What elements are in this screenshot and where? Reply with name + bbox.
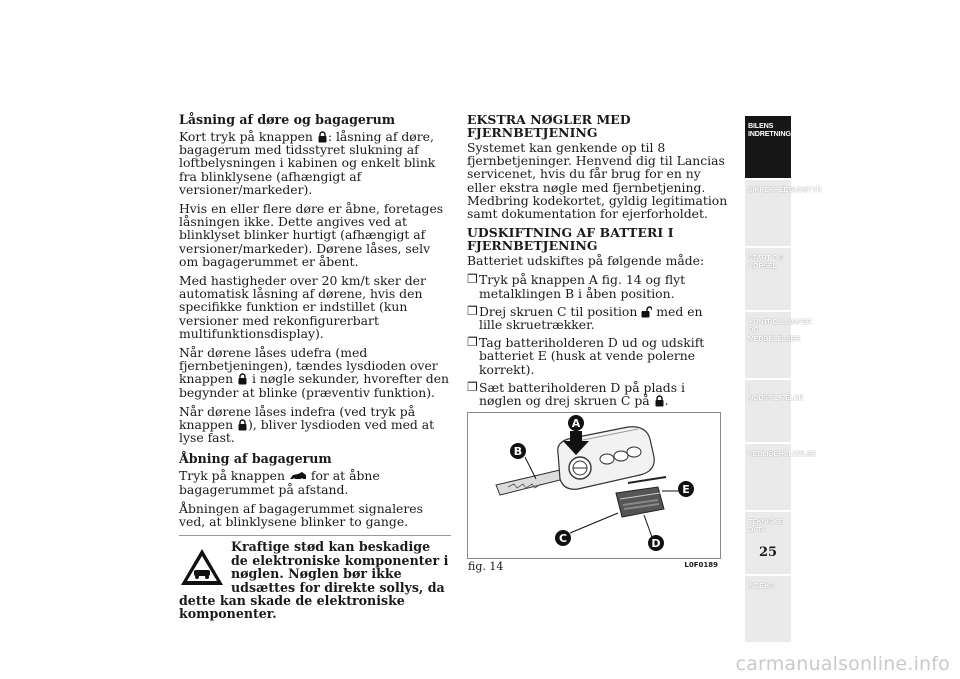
paragraph-auto-lock: Med hastigheder over 20 km/t sker der automatisk låsning af dørene, hvis den specifikke funktion er indstillet (kun versioner med rekonfigurerbart multifunktionsdisplay). xyxy=(179,273,426,341)
figure-key-battery xyxy=(467,412,721,574)
list-item xyxy=(467,273,729,299)
tab-indeks[interactable]: INDEKS xyxy=(745,576,791,642)
paragraph-led-inside xyxy=(179,405,451,445)
paragraph-trunk-button xyxy=(179,469,451,495)
tab-start-og-korsel[interactable]: START OG KØRSEL xyxy=(745,248,791,310)
list-item-text: Sæt batteriholderen D på plads i nøglen og drej skruen C på xyxy=(479,379,685,409)
warning-text: Kraftige stød kan beskadige de elektroniske komponenter i nøglen. Nøglen bør ikke udsættes for direkte sollys, da dette kan skade de elektroniske komponenter. xyxy=(179,539,449,622)
bullet-box-icon: ❐ xyxy=(467,303,478,318)
text-fragment: Tryk på knappen xyxy=(179,468,285,484)
bullet-box-icon: ❐ xyxy=(467,379,478,394)
heading-door-locking: Låsning af døre og bagagerum xyxy=(179,112,396,127)
warning-box xyxy=(179,540,451,620)
padlock-closed-icon xyxy=(237,373,248,385)
tab-sikkerhedsudstyr[interactable]: SIKKERHEDSUDSTYR xyxy=(745,180,791,246)
padlock-closed-icon xyxy=(237,419,248,431)
paragraph-extra-keys: Systemet kan genkende op til 8 fjernbetjeninger. Henvend dig til Lancias servicenet, hvis du får brug for en ny eller ekstra nøgle med fjernbetjening. Medbring kodekortet, gyldig legitimation samt dokumentation for ejerforholdet. xyxy=(467,140,728,222)
text-fragment: i nøgle sekunder, hvorefter den begynder at blinke (præventiv funktion). xyxy=(179,371,450,400)
text-fragment: for at åbne bagagerummet på afstand. xyxy=(179,468,380,497)
tab-i-nodstilfaelde[interactable]: I NØDSTILFÆLDE xyxy=(745,380,791,442)
text-fragment: Når dørene låses indefra (ved tryk på knappen xyxy=(179,403,416,433)
paragraph-doors-open: Hvis en eller flere døre er åbne, foretages låsningen ikke. Dette angives ved at blinklyset blinker hurtigt (afhængigt af versioner/markeder). Dørene låses, selv om bagagerummet er åbent. xyxy=(179,201,444,269)
left-column xyxy=(179,113,451,621)
text-fragment: Når dørene låses udefra (med fjernbetjeningen), tændes lysdioden over knappen xyxy=(179,345,438,387)
padlock-open-icon xyxy=(641,306,652,318)
figure-caption: fig. 14 xyxy=(468,560,504,574)
label-A: A xyxy=(571,417,581,431)
heading-extra-keys: EKSTRA NØGLER MED FJERNBETJENING xyxy=(467,112,631,140)
padlock-closed-icon xyxy=(317,131,328,143)
list-item-text: . xyxy=(664,393,669,409)
text-fragment: : låsning af døre, bagagerum med tidsstyret slukning af loftbelysningen i kabinen og enkelt blink fra blinklysene (afhængigt af versioner/markeder). xyxy=(179,129,436,197)
list-item xyxy=(467,381,729,407)
list-item-text: med en lille skruetrækker. xyxy=(479,303,703,333)
text-fragment: Kort tryk på knappen xyxy=(179,129,313,144)
list-item xyxy=(467,305,729,331)
divider xyxy=(179,535,451,536)
figure-code: L0F0189 xyxy=(684,561,718,570)
chapter-sidebar xyxy=(745,116,822,644)
paragraph-trunk-signal: Åbningen af bagagerummet signaleres ved, at blinklysene blinker to gange. xyxy=(179,500,423,530)
heading-battery-replacement: UDSKIFTNING AF BATTERI I FJERNBETJENING xyxy=(467,225,674,254)
list-item-text: Tryk på knappen A fig. 14 og flyt metalklingen B i åben position. xyxy=(479,272,686,301)
tab-tekniske-data[interactable]: TEKNISKE DATA xyxy=(745,512,791,574)
paragraph-battery-intro: Batteriet udskiftes på følgende måde: xyxy=(467,253,705,269)
tab-kontrollamper[interactable]: KONTROLLAMPER OG MEDDELELSER xyxy=(745,312,791,378)
list-item xyxy=(467,336,729,376)
label-B: B xyxy=(513,445,523,459)
bullet-box-icon: ❐ xyxy=(467,335,478,350)
label-D: D xyxy=(651,537,661,551)
car-trunk-icon xyxy=(289,471,307,481)
right-column xyxy=(467,112,729,574)
tab-bilens-indretning[interactable]: BILENS INDRETNING xyxy=(745,116,791,178)
heading-trunk-opening: Åbning af bagagerum xyxy=(179,451,332,467)
warning-triangle-icon xyxy=(179,546,225,588)
key-illustration xyxy=(468,413,720,558)
tab-vedligeholdelse[interactable]: VEDLIGEHOLDELSE xyxy=(745,444,791,510)
paragraph-led-outside xyxy=(179,346,451,399)
watermark: carmanualsonline.info xyxy=(735,653,950,675)
list-item-text: Drej skruen C til position xyxy=(479,303,638,319)
bullet-box-icon: ❐ xyxy=(467,272,478,287)
paragraph-lock-short-press xyxy=(179,130,451,196)
text-fragment: ), bliver lysdioden ved med at lyse fast. xyxy=(179,417,435,446)
list-item-text: Tag batteriholderen D ud og udskift batteriet E (husk at vende polerne korrekt). xyxy=(479,335,705,377)
padlock-closed-icon xyxy=(654,395,665,407)
page-number: 25 xyxy=(758,545,778,560)
label-E: E xyxy=(682,483,690,497)
label-C: C xyxy=(558,532,568,546)
